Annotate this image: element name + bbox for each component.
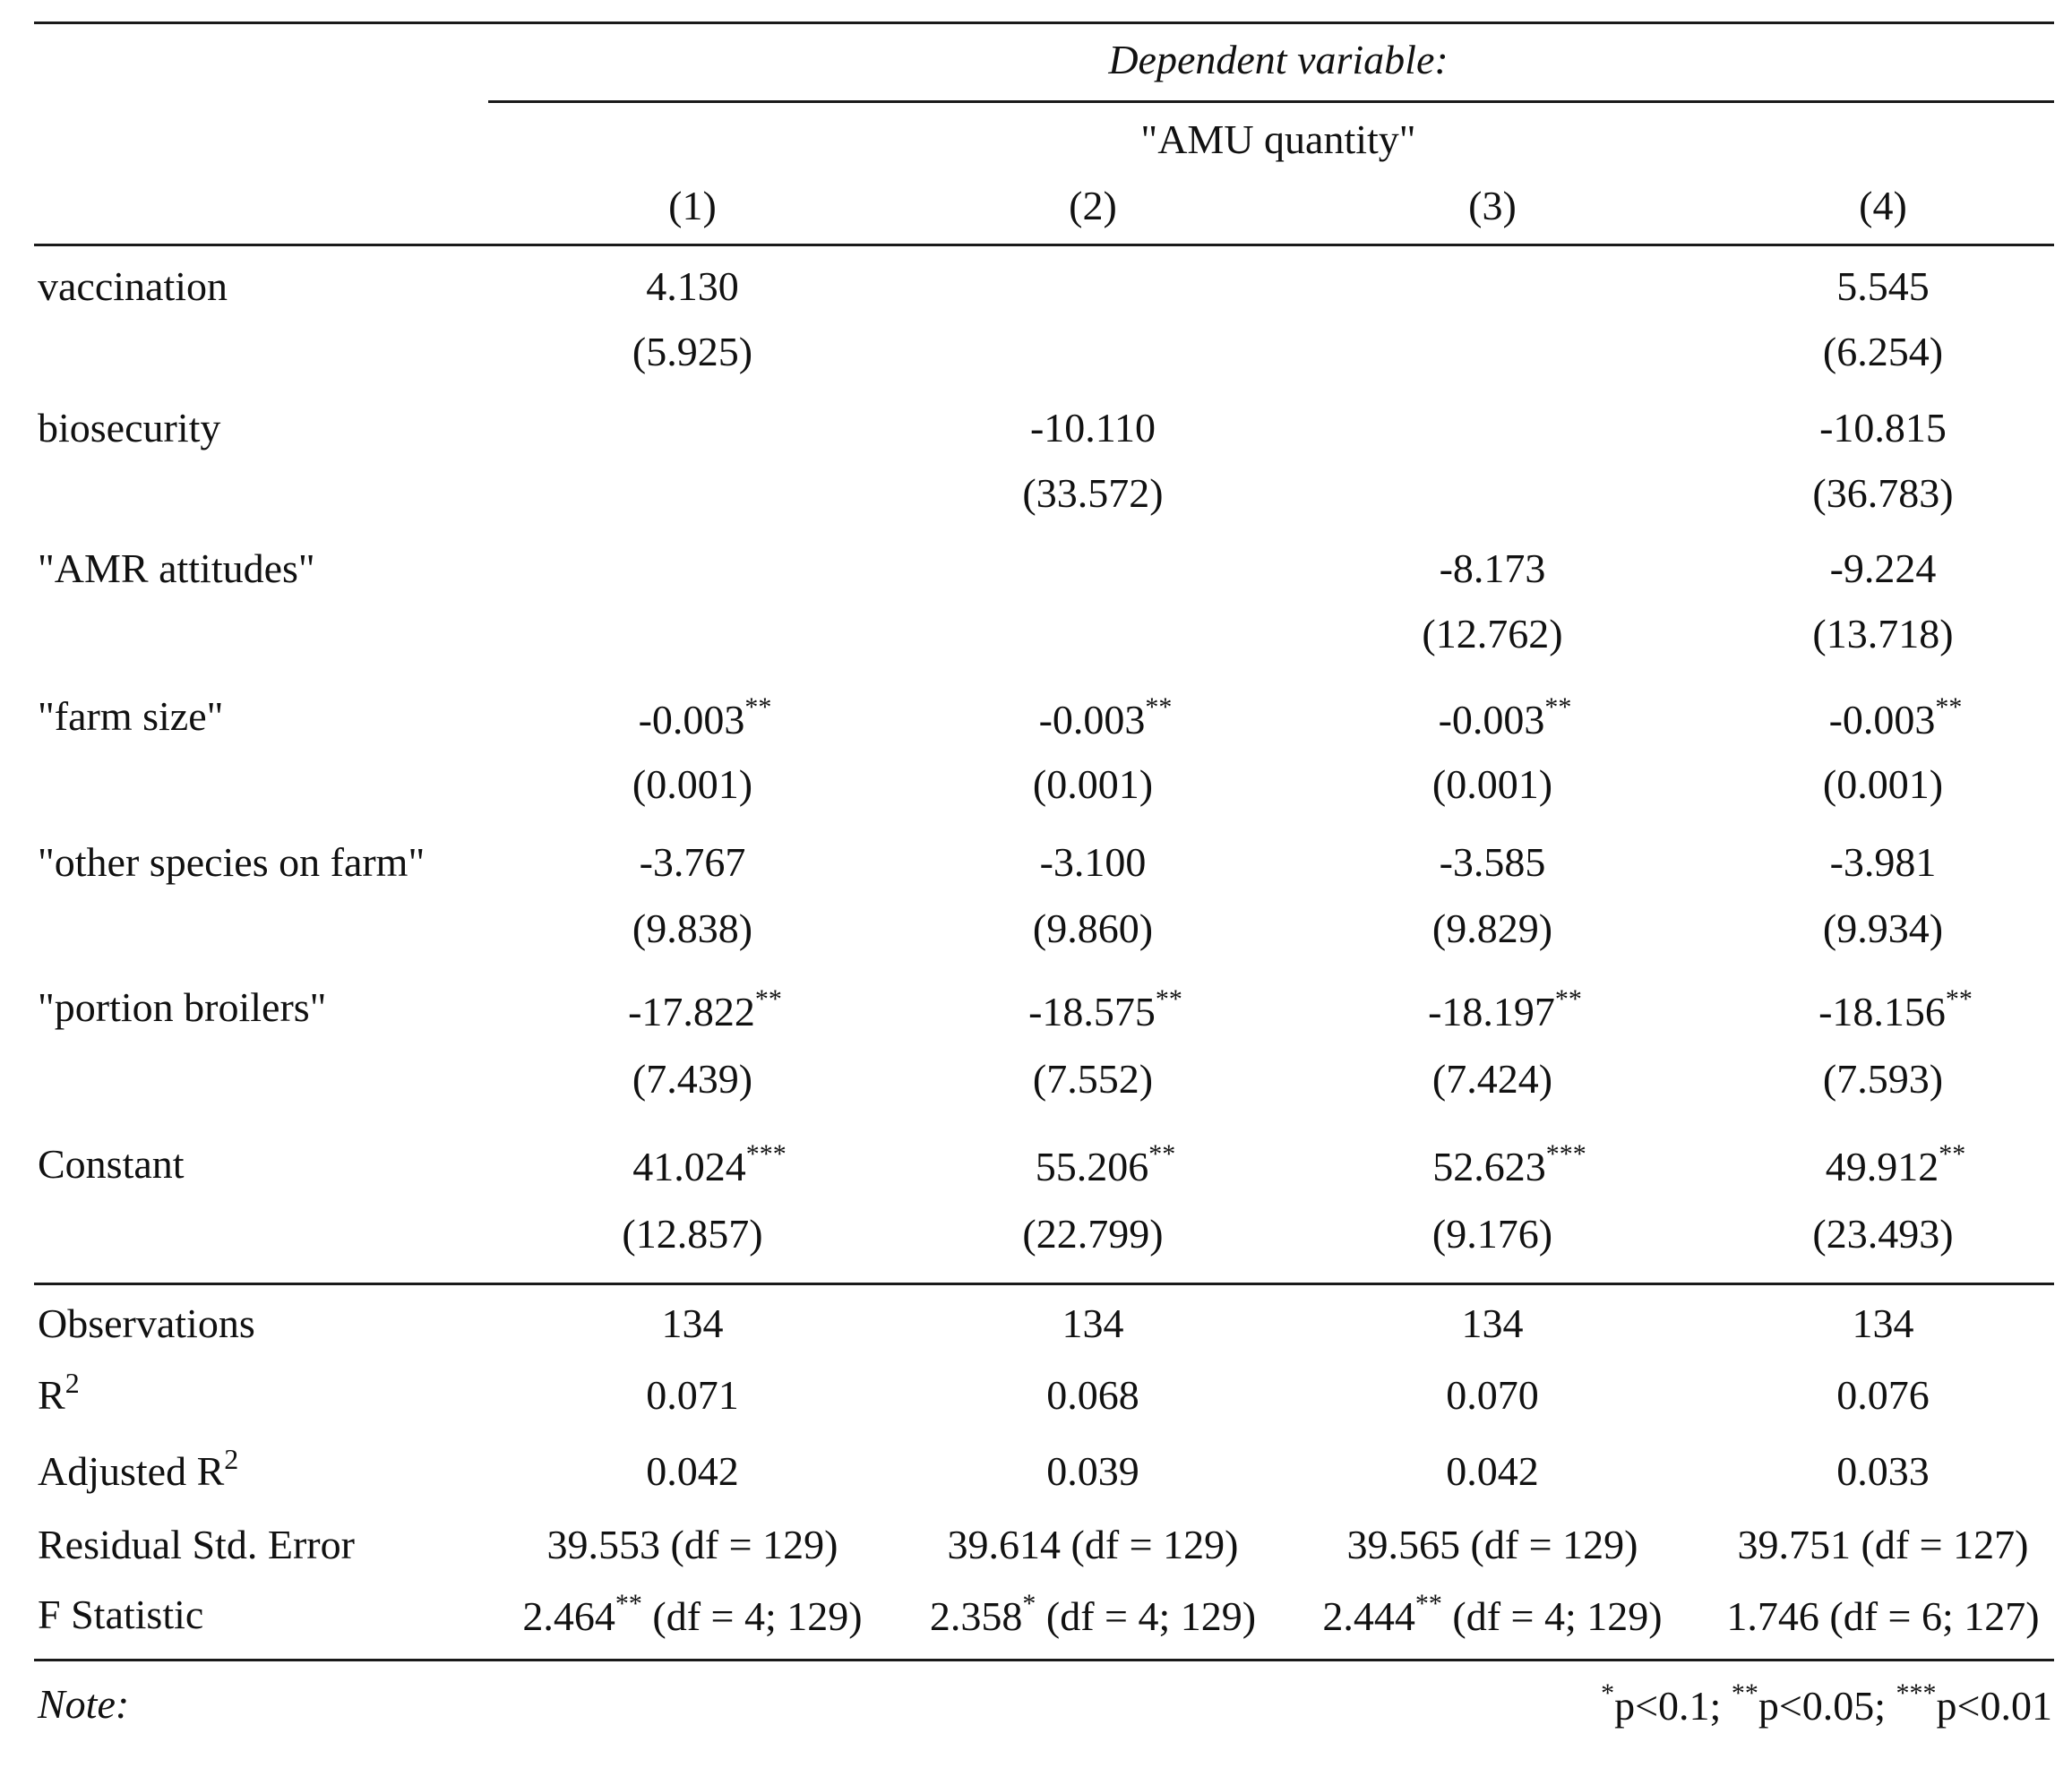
significance-note: *p<0.1; **p<0.05; ***p<0.01 [1601, 1678, 2052, 1729]
se-cell: (12.762) [1422, 611, 1563, 657]
se-cell: (9.176) [1431, 1211, 1553, 1257]
coef-cell: -3.981 [1829, 839, 1937, 885]
column-header-3: (3) [1468, 183, 1517, 228]
bottom-rule [34, 1659, 2054, 1661]
coef-cell: -18.197** [1428, 984, 1582, 1034]
coef-cell: 49.912** [1825, 1139, 1966, 1189]
top-rule [34, 21, 2054, 24]
header-rule [34, 244, 2054, 246]
se-cell: (0.001) [1431, 761, 1553, 807]
coef-cell: -0.003** [1038, 692, 1173, 742]
se-cell: (23.493) [1812, 1211, 1954, 1257]
se-cell: (12.857) [622, 1211, 763, 1257]
stat-cell: 134 [1461, 1300, 1524, 1346]
se-cell: (0.001) [1032, 761, 1154, 807]
coef-cell: -0.003** [1828, 692, 1963, 742]
se-cell: (0.001) [632, 761, 753, 807]
row-label-constant: Constant [38, 1141, 185, 1187]
se-cell: (9.860) [1032, 905, 1154, 951]
coef-cell: -10.815 [1819, 405, 1947, 451]
coef-cell: -18.156** [1818, 984, 1973, 1034]
se-cell: (9.934) [1822, 905, 1944, 951]
se-cell: (7.424) [1431, 1056, 1553, 1102]
stat-label-residual-std-error: Residual Std. Error [38, 1522, 355, 1567]
row-label-vaccination: vaccination [38, 263, 228, 309]
se-cell: (6.254) [1822, 329, 1944, 374]
row-label-farm-size: "farm size" [38, 693, 224, 739]
stat-cell: 2.358* (df = 4; 129) [929, 1589, 1257, 1639]
stat-cell: 1.746 (df = 6; 127) [1726, 1593, 2040, 1639]
stat-cell: 39.565 (df = 129) [1346, 1522, 1638, 1567]
dependent-variable-name: "AMU quantity" [1140, 116, 1416, 162]
se-cell: (22.799) [1022, 1211, 1164, 1257]
coef-cell: -3.767 [639, 839, 746, 885]
coef-cell: 41.024*** [632, 1139, 787, 1189]
coef-cell: -0.003** [638, 692, 772, 742]
se-cell: (13.718) [1812, 611, 1954, 657]
coef-cell: -9.224 [1829, 545, 1937, 591]
coef-cell: -0.003** [1438, 692, 1572, 742]
row-label-biosecurity: biosecurity [38, 405, 221, 451]
stat-label-observations: Observations [38, 1300, 255, 1346]
coef-cell: -3.100 [1039, 839, 1147, 885]
coef-cell: -3.585 [1439, 839, 1546, 885]
stat-label-adjusted-r-squared: Adjusted $R^2$ [38, 1443, 239, 1494]
se-cell: (33.572) [1022, 470, 1164, 516]
stat-cell: 134 [1852, 1300, 1914, 1346]
coef-cell: -17.822** [628, 984, 782, 1034]
stat-cell: 0.042 [646, 1448, 739, 1494]
stat-label-f-statistic: F Statistic [38, 1592, 204, 1637]
se-cell: (9.838) [632, 905, 753, 951]
column-header-2: (2) [1069, 183, 1117, 228]
se-cell: (9.829) [1431, 905, 1553, 951]
coef-cell: -10.110 [1029, 405, 1156, 451]
coef-cell: -8.173 [1439, 545, 1546, 591]
coef-cell: 4.130 [646, 263, 739, 309]
column-header-4: (4) [1859, 183, 1907, 228]
stat-cell: 2.444** (df = 4; 129) [1322, 1589, 1663, 1639]
stat-label-r-squared: $R^2$ [38, 1367, 80, 1418]
se-cell: (36.783) [1812, 470, 1954, 516]
dependent-rule [488, 100, 2054, 103]
stat-cell: 39.751 (df = 127) [1737, 1522, 2029, 1567]
coef-cell: 52.623*** [1432, 1139, 1586, 1189]
note-label: Note: [38, 1681, 130, 1727]
stat-cell: 39.553 (df = 129) [546, 1522, 838, 1567]
row-label-amr-attitudes: "AMR attitudes" [38, 545, 315, 591]
stats-rule [34, 1283, 2054, 1285]
se-cell: (7.593) [1822, 1056, 1944, 1102]
dependent-variable-label: Dependent variable: [1108, 37, 1449, 82]
coef-cell: 5.545 [1836, 263, 1930, 309]
se-cell: (7.552) [1032, 1056, 1154, 1102]
coef-cell: -18.575** [1028, 984, 1182, 1034]
stat-cell: 0.070 [1446, 1372, 1539, 1418]
stat-cell: 39.614 (df = 129) [947, 1522, 1239, 1567]
stat-cell: 0.033 [1836, 1448, 1930, 1494]
column-header-1: (1) [668, 183, 717, 228]
stat-cell: 0.076 [1836, 1372, 1930, 1418]
stat-cell: 0.071 [646, 1372, 739, 1418]
stat-cell: 0.042 [1446, 1448, 1539, 1494]
row-label-other-species: "other species on farm" [38, 839, 426, 885]
stat-cell: 0.068 [1046, 1372, 1139, 1418]
coef-cell: 55.206** [1035, 1139, 1176, 1189]
stat-cell: 134 [1062, 1300, 1124, 1346]
se-cell: (5.925) [632, 329, 753, 374]
stat-cell: 134 [661, 1300, 724, 1346]
se-cell: (7.439) [632, 1056, 753, 1102]
se-cell: (0.001) [1822, 761, 1944, 807]
row-label-portion-broilers: "portion broilers" [38, 984, 327, 1030]
stat-cell: 0.039 [1046, 1448, 1139, 1494]
stat-cell: 2.464** (df = 4; 129) [522, 1589, 863, 1639]
